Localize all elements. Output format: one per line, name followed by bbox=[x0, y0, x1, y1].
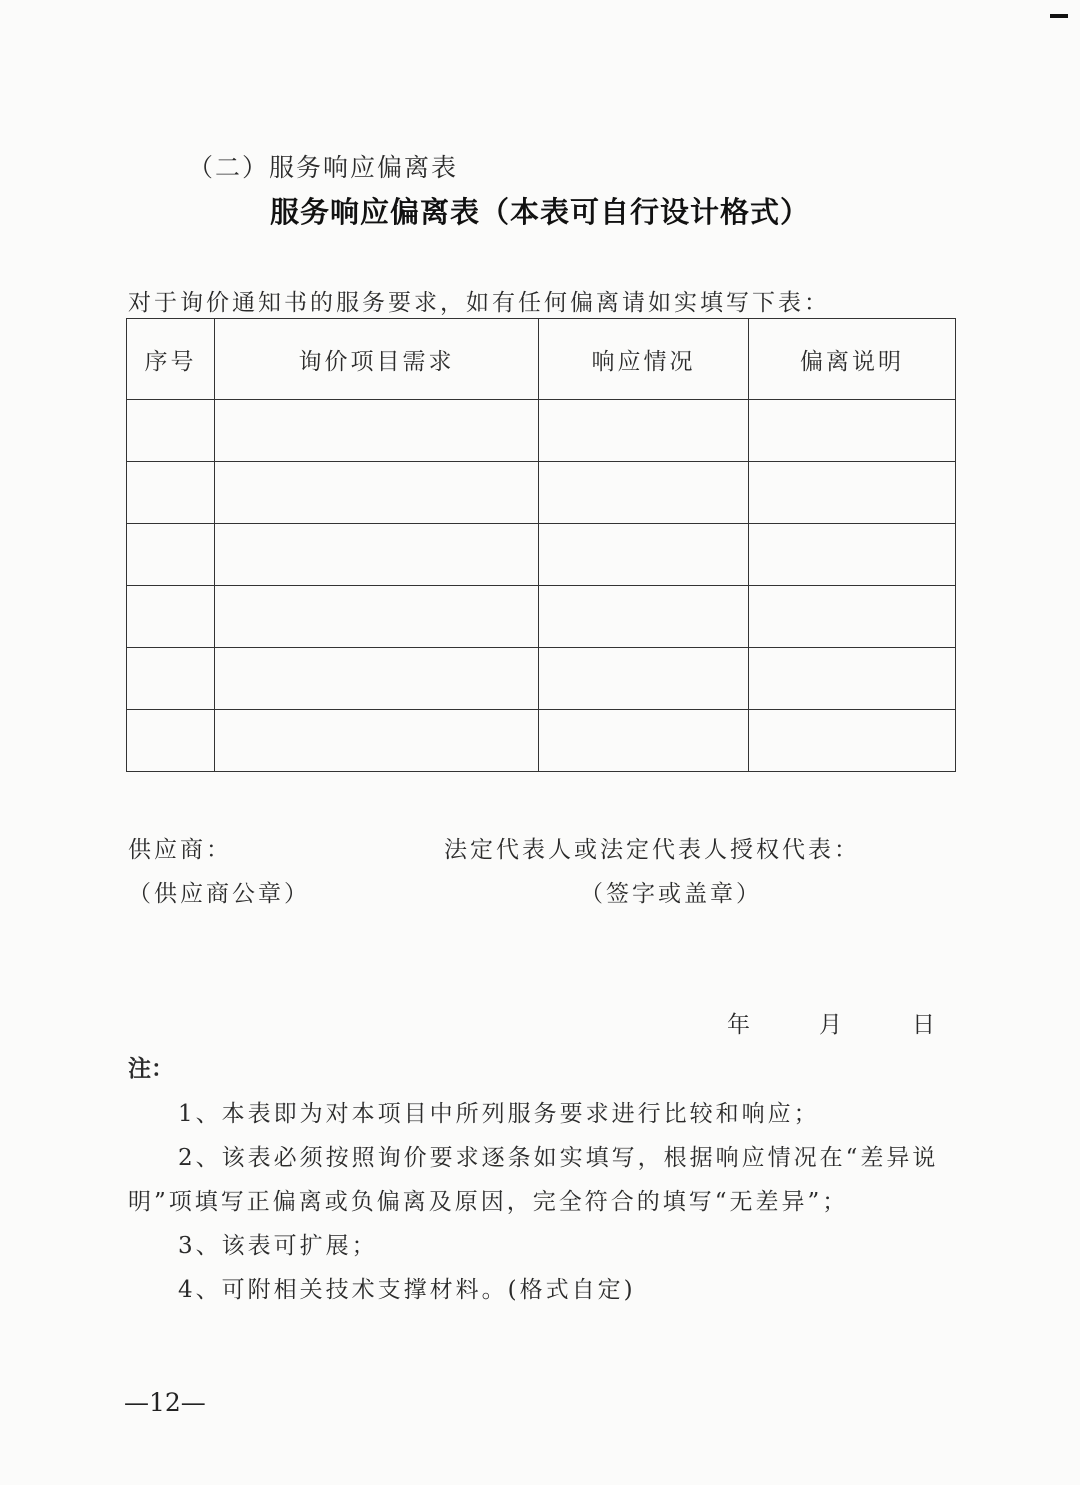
table-cell[interactable] bbox=[127, 524, 215, 586]
table-cell[interactable] bbox=[749, 400, 956, 462]
representative-block bbox=[444, 828, 860, 916]
document-title: 服务响应偏离表（本表可自行设计格式） bbox=[269, 195, 810, 229]
table-cell[interactable] bbox=[127, 710, 215, 772]
table-cell[interactable] bbox=[539, 524, 749, 586]
table-row bbox=[127, 648, 956, 710]
table-cell[interactable] bbox=[749, 462, 956, 524]
supplier-seal-note: （供应商公章） bbox=[128, 881, 310, 907]
table-cell[interactable] bbox=[215, 462, 539, 524]
section-heading: （二）服务响应偏离表 bbox=[188, 153, 459, 182]
header-response-status: 响应情况 bbox=[539, 319, 749, 400]
table-cell[interactable] bbox=[749, 586, 956, 648]
table-row bbox=[127, 586, 956, 648]
table-cell[interactable] bbox=[215, 400, 539, 462]
header-inquiry-requirement: 询价项目需求 bbox=[215, 319, 539, 400]
table-cell[interactable] bbox=[539, 400, 749, 462]
note-item: 3、该表可扩展； bbox=[178, 1233, 378, 1259]
table-cell[interactable] bbox=[127, 586, 215, 648]
header-deviation-note: 偏离说明 bbox=[749, 319, 956, 400]
table-cell[interactable] bbox=[215, 648, 539, 710]
note-item: 4、可附相关技术支撑材料。(格式自定) bbox=[178, 1277, 636, 1303]
header-serial-number: 序号 bbox=[127, 319, 215, 400]
notes-list bbox=[128, 1092, 948, 1312]
table-header-row bbox=[127, 319, 956, 400]
note-item: 1、本表即为对本项目中所列服务要求进行比较和响应； bbox=[178, 1101, 820, 1127]
date-day: 日 bbox=[912, 1012, 935, 1038]
table-cell[interactable] bbox=[127, 462, 215, 524]
table-row bbox=[127, 524, 956, 586]
table-cell[interactable] bbox=[749, 648, 956, 710]
intro-text: 对于询价通知书的服务要求，如有任何偏离请如实填写下表： bbox=[128, 290, 830, 316]
table-cell[interactable] bbox=[215, 524, 539, 586]
table-cell[interactable] bbox=[749, 710, 956, 772]
date-month: 月 bbox=[819, 1012, 842, 1038]
representative-label: 法定代表人或法定代表人授权代表： bbox=[444, 837, 860, 863]
table-cell[interactable] bbox=[215, 710, 539, 772]
page-number: —12— bbox=[124, 1388, 206, 1417]
table-cell[interactable] bbox=[127, 648, 215, 710]
note-item: 2、该表必须按照询价要求逐条如实填写，根据响应情况在“差异说明”项填写正偏离或负偏离及原因，完全符合的填写“无差异”； bbox=[128, 1145, 939, 1215]
table-cell[interactable] bbox=[749, 524, 956, 586]
table-row bbox=[127, 710, 956, 772]
table-cell[interactable] bbox=[539, 648, 749, 710]
table-cell[interactable] bbox=[539, 710, 749, 772]
table-row bbox=[127, 462, 956, 524]
date-year: 年 bbox=[727, 1012, 750, 1038]
table-cell[interactable] bbox=[539, 586, 749, 648]
table-row bbox=[127, 400, 956, 462]
supplier-block bbox=[128, 828, 310, 916]
corner-mark bbox=[1050, 14, 1068, 18]
table-cell[interactable] bbox=[215, 586, 539, 648]
representative-sign-note: （签字或盖章） bbox=[580, 881, 762, 907]
table-cell[interactable] bbox=[539, 462, 749, 524]
supplier-label: 供应商： bbox=[128, 837, 232, 863]
notes-heading: 注： bbox=[128, 1056, 174, 1082]
table-cell[interactable] bbox=[127, 400, 215, 462]
deviation-table bbox=[126, 318, 956, 772]
